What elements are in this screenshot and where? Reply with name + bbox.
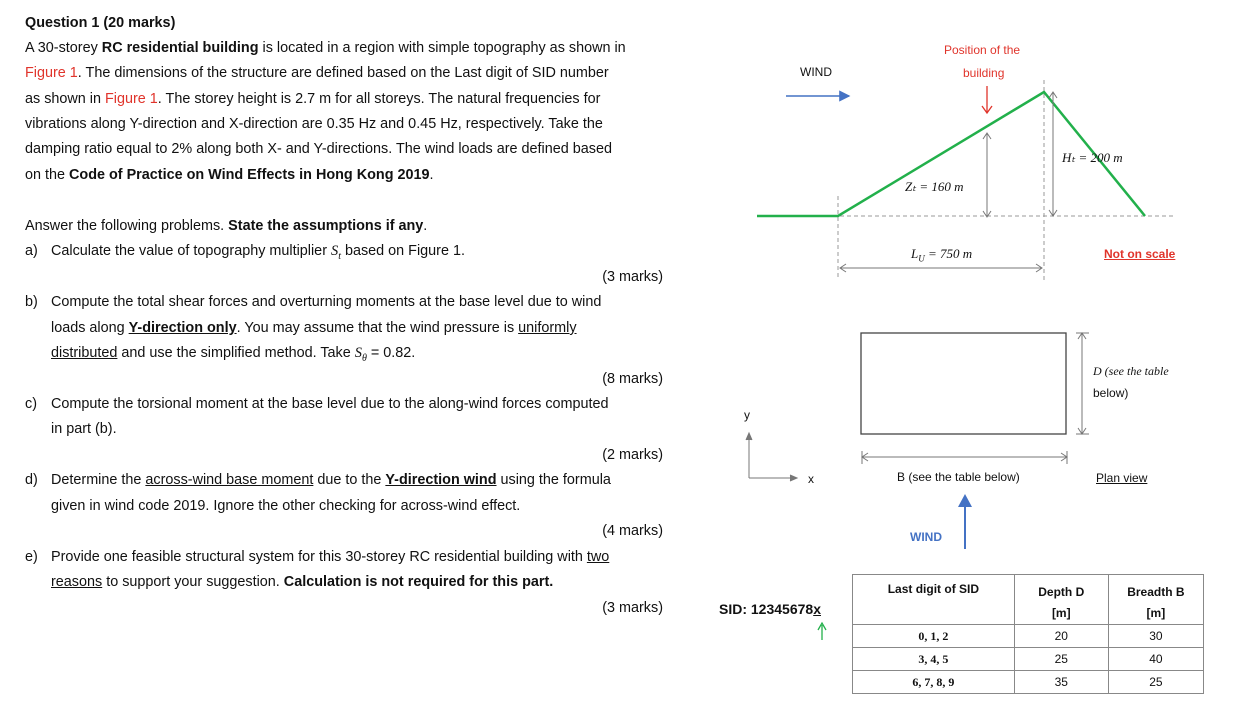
part-e-line-2: reasons to support your suggestion. Calculation is not required for this part. xyxy=(51,574,554,590)
part-d-line-1: Determine the across-wind base moment due to the Y-direction wind using the formula xyxy=(51,472,611,488)
lu-label: $L_U = 750$ m xyxy=(911,246,973,264)
row-depth: 25 xyxy=(1014,648,1108,671)
part-e-marks: (3 marks) xyxy=(602,600,663,616)
ht-label: Hₜ = 200 m xyxy=(1062,150,1123,165)
not-on-scale-label: Not on scale xyxy=(1104,247,1176,261)
figure-1-link: Figure 1 xyxy=(105,91,158,107)
b-dimension xyxy=(862,451,1067,464)
part-c-line-2: in part (b). xyxy=(51,421,117,437)
building-plan-rectangle xyxy=(861,333,1066,434)
header-depth: Depth D [m] xyxy=(1014,575,1108,625)
part-d-label: d) xyxy=(25,472,38,488)
part-d-line-2: given in wind code 2019. Ignore the other checking for across-wind effect. xyxy=(51,498,521,514)
part-e-line-1: Provide one feasible structural system for this 30-storey RC residential building with two xyxy=(51,549,610,565)
row-digits: 6, 7, 8, 9 xyxy=(853,671,1015,694)
part-b-line-1: Compute the total shear forces and overturning moments at the base level due to wind xyxy=(51,294,602,310)
row-digits: 0, 1, 2 xyxy=(853,625,1015,648)
part-c-label: c) xyxy=(25,396,37,412)
position-label-line-2: building xyxy=(963,66,1005,80)
elevation-wind-label: WIND xyxy=(800,65,832,79)
plan-wind-arrow xyxy=(958,494,972,549)
part-b-line-3: distributed and use the simplified method. Take $S_\theta = 0.82$. xyxy=(51,345,416,364)
row-breadth: 30 xyxy=(1108,625,1203,648)
intro-line-2: Figure 1. The dimensions of the structure are defined based on the Last digit of SID number xyxy=(25,65,609,81)
part-c-line-1: Compute the torsional moment at the base level due to the along-wind forces computed xyxy=(51,396,609,412)
row-breadth: 25 xyxy=(1108,671,1203,694)
axis-y-label: y xyxy=(744,408,750,422)
d-label-line-2: below) xyxy=(1093,386,1129,400)
part-a-text: Calculate the value of topography multiplier $S_t$ based on Figure 1. xyxy=(51,243,465,262)
zt-label: Zₜ = 160 m xyxy=(905,179,964,194)
row-digits: 3, 4, 5 xyxy=(853,648,1015,671)
xy-axis xyxy=(746,433,797,481)
sid-label: SID: 12345678x xyxy=(719,601,821,617)
table-row xyxy=(853,671,1204,694)
row-depth: 20 xyxy=(1014,625,1108,648)
part-c-marks: (2 marks) xyxy=(602,447,663,463)
building-position-arrow xyxy=(982,86,992,113)
lu-dimension xyxy=(840,264,1042,272)
table-row xyxy=(853,625,1204,648)
b-label: B (see the table below) xyxy=(897,470,1020,484)
position-label-line-1: Position of the xyxy=(944,43,1021,57)
intro-line-1: A 30-storey RC residential building is located in a region with simple topography as shown in xyxy=(25,40,626,56)
plan-view-label: Plan view xyxy=(1096,471,1148,485)
question-title: Question 1 (20 marks) xyxy=(25,15,176,31)
part-b-label: b) xyxy=(25,294,38,310)
sid-digit-arrow xyxy=(818,623,826,640)
ht-dimension xyxy=(1049,92,1057,216)
d-label-line-1: D (see the table xyxy=(1093,364,1169,378)
d-dimension xyxy=(1076,333,1089,434)
part-a-label: a) xyxy=(25,243,38,259)
part-b-marks: (8 marks) xyxy=(602,371,663,387)
part-a-marks: (3 marks) xyxy=(602,269,663,285)
intro-line-4: vibrations along Y-direction and X-direction are 0.35 Hz and 0.45 Hz, respectively. Take the xyxy=(25,116,603,132)
part-b-line-2: loads along Y-direction only. You may assume that the wind pressure is uniformly xyxy=(51,320,577,336)
part-e-label: e) xyxy=(25,549,38,565)
dimension-table xyxy=(852,574,1204,694)
table-header-row xyxy=(853,575,1204,625)
axis-x-label: x xyxy=(808,472,814,486)
intro-line-3: as shown in Figure 1. The storey height is 2.7 m for all storeys. The natural frequencies for xyxy=(25,91,601,107)
intro-line-6: on the Code of Practice on Wind Effects in Hong Kong 2019. xyxy=(25,167,434,183)
table-row xyxy=(853,648,1204,671)
plan-wind-label: WIND xyxy=(910,530,942,544)
header-breadth: Breadth B [m] xyxy=(1108,575,1203,625)
intro-line-5: damping ratio equal to 2% along both X- and Y-directions. The wind loads are defined based xyxy=(25,141,612,157)
answer-instruction: Answer the following problems. State the assumptions if any. xyxy=(25,218,428,234)
zt-dimension xyxy=(983,133,991,217)
figure-1-link: Figure 1 xyxy=(25,65,78,81)
row-depth: 35 xyxy=(1014,671,1108,694)
header-last-digit: Last digit of SID xyxy=(853,575,1015,625)
part-d-marks: (4 marks) xyxy=(602,523,663,539)
row-breadth: 40 xyxy=(1108,648,1203,671)
